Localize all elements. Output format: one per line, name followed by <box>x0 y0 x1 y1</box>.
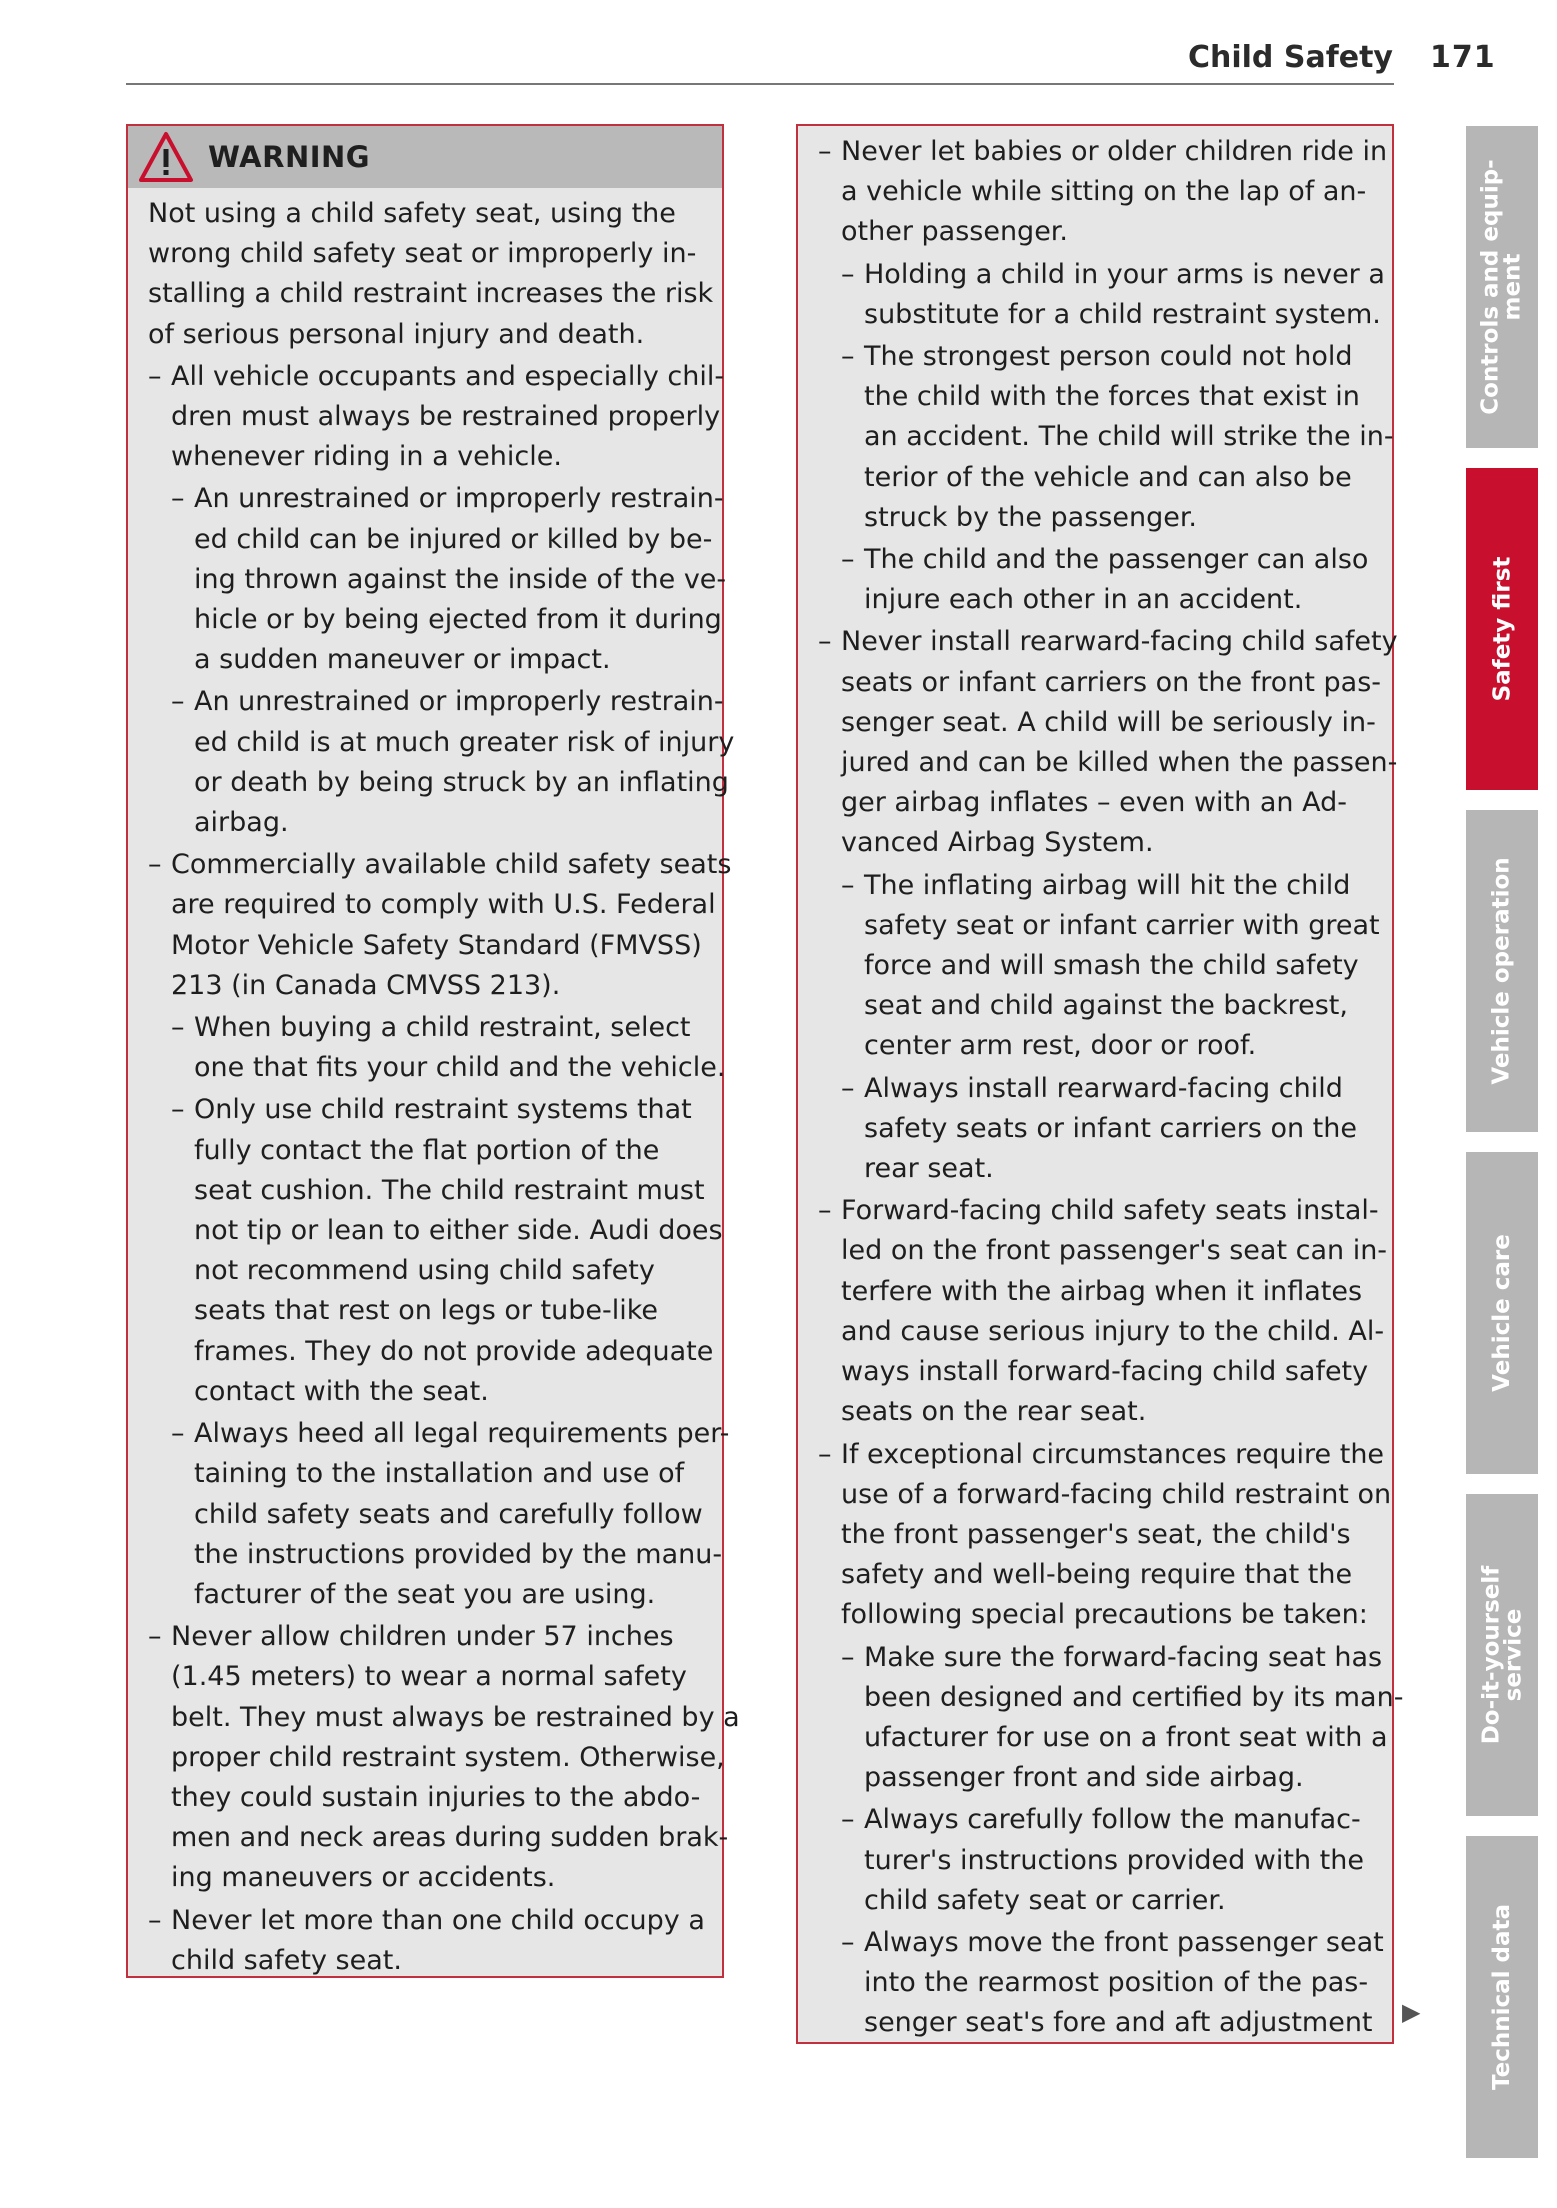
text-line: safety and well-being require that the <box>841 1559 1353 1591</box>
text-line: ing maneuvers or accidents. <box>171 1862 556 1894</box>
sub-bullet-item <box>818 1069 1380 1190</box>
warning-intro-paragraph <box>148 194 714 355</box>
text-line: Not using a child safety seat, using the <box>148 198 676 229</box>
text-line: The inflating airbag will hit the child <box>864 869 1351 901</box>
text-line: the front passenger's seat, the child's <box>841 1518 1351 1550</box>
bullet-dash: – <box>841 1641 855 1673</box>
text-line: If exceptional circumstances require the <box>841 1438 1385 1470</box>
bullet-dash: – <box>841 1072 855 1104</box>
tab-label-line: service <box>1500 1608 1526 1702</box>
text-line: seats on the rear seat. <box>841 1396 1147 1428</box>
text-line: turer's instructions provided with the <box>864 1844 1364 1876</box>
tab-label-line: Safety first <box>1489 556 1516 702</box>
text-line: hicle or by being ejected from it during <box>194 604 722 636</box>
bullet-dash: – <box>841 1804 855 1836</box>
sub-bullet-item <box>818 1800 1380 1921</box>
bullet-dash: – <box>818 1438 832 1470</box>
bullet-dash: – <box>841 1926 855 1958</box>
bullet-dash: – <box>841 341 855 373</box>
text-line: into the rearmost position of the pas- <box>864 1967 1369 1999</box>
text-line: safety seat or infant carrier with great <box>864 909 1380 941</box>
warning-header <box>128 126 722 188</box>
sub-bullet-item <box>148 1090 723 1412</box>
sub-bullet-item <box>818 337 1394 538</box>
text-line: child safety seat. <box>171 1944 402 1976</box>
text-line: seat cushion. The child restraint must <box>194 1174 705 1206</box>
warning-triangle-icon <box>138 131 194 183</box>
tab-label-line: ment <box>1500 253 1527 321</box>
bullet-dash: – <box>818 626 832 658</box>
text-line: Always install rearward-facing child <box>864 1072 1343 1104</box>
bullet-dash: – <box>841 869 855 901</box>
bullet-dash: – <box>171 1012 185 1044</box>
chapter-tab-label <box>1491 1234 1513 1392</box>
sub-bullet-item <box>818 866 1380 1067</box>
text-line: airbag. <box>194 807 289 839</box>
bullet-dash: – <box>171 686 185 718</box>
bullet-item <box>148 845 732 1006</box>
text-line: ed child can be injured or killed by be- <box>194 523 713 555</box>
warning-box-left <box>126 124 740 1978</box>
tab-label-line: Do-it-yourself <box>1478 1565 1504 1745</box>
sub-bullet-item <box>148 682 735 843</box>
text-line: a sudden maneuver or impact. <box>194 644 611 676</box>
tab-label-line: Technical data <box>1489 1903 1516 2091</box>
text-line: belt. They must always be restrained by a <box>171 1701 740 1733</box>
text-line: An unrestrained or improperly restrain- <box>194 483 724 515</box>
text-line: one that fits your child and the vehicle. <box>194 1052 726 1084</box>
page-number: 171 <box>1430 40 1496 75</box>
text-line: Never allow children under 57 inches <box>171 1621 674 1653</box>
text-line: stalling a child restraint increases the risk <box>148 278 714 310</box>
chapter-tab-do-it-yourself-service[interactable] <box>1466 1494 1538 1816</box>
bullet-item <box>818 132 1388 253</box>
text-line: center arm rest, door or roof. <box>864 1030 1257 1062</box>
bullet-dash: – <box>148 1904 162 1936</box>
sub-bullet-item <box>818 540 1380 620</box>
bullet-item <box>818 1435 1392 1636</box>
text-line: Only use child restraint systems that <box>194 1094 692 1126</box>
warning-text-right <box>798 126 1404 2044</box>
bullet-item <box>818 1191 1388 1432</box>
text-line: ing thrown against the inside of the ve- <box>194 563 727 595</box>
bullet-dash: – <box>148 1621 162 1653</box>
bullet-dash: – <box>818 1195 832 1227</box>
chapter-tab-vehicle-operation[interactable] <box>1466 810 1538 1132</box>
text-line: jured and can be killed when the passen- <box>841 747 1398 779</box>
text-line: a vehicle while sitting on the lap of an- <box>841 176 1367 208</box>
sub-bullet-item <box>148 1414 730 1615</box>
text-line: The child and the passenger can also <box>864 544 1369 576</box>
text-line: injure each other in an accident. <box>864 584 1303 616</box>
text-line: use of a forward-facing child restraint on <box>841 1478 1392 1510</box>
text-line: Always move the front passenger seat <box>864 1926 1384 1958</box>
text-line: Forward-facing child safety seats instal- <box>841 1195 1379 1227</box>
text-line: Commercially available child safety seats <box>171 849 732 881</box>
bullet-item <box>148 1901 708 1981</box>
text-line: whenever riding in a vehicle. <box>171 441 562 473</box>
text-line: not recommend using child safety <box>194 1255 655 1287</box>
text-line: vanced Airbag System. <box>841 827 1154 859</box>
bullet-item <box>148 1617 740 1898</box>
text-line: facturer of the seat you are using. <box>194 1578 656 1610</box>
text-line: Make sure the forward-facing seat has <box>864 1641 1383 1673</box>
text-line: an accident. The child will strike the in- <box>864 421 1394 453</box>
text-line: The strongest person could not hold <box>864 341 1353 373</box>
chapter-tab-vehicle-care[interactable] <box>1466 1152 1538 1474</box>
sub-bullet-item <box>148 1008 726 1088</box>
bullet-dash: – <box>171 1094 185 1126</box>
bullet-dash: – <box>818 136 832 167</box>
text-line: terior of the vehicle and can also be <box>864 461 1352 493</box>
bullet-item <box>148 357 725 478</box>
bullet-dash: – <box>171 483 185 515</box>
text-line: struck by the passenger. <box>864 501 1198 533</box>
tab-label-line: Vehicle operation <box>1489 857 1515 1085</box>
text-line: men and neck areas during sudden brak- <box>171 1822 729 1854</box>
text-line: All vehicle occupants and especially chil- <box>171 360 725 392</box>
bullet-dash: – <box>841 258 855 290</box>
sub-bullet-item <box>818 1638 1404 1799</box>
text-line: 213 (in Canada CMVSS 213). <box>171 969 561 1001</box>
text-line: terfere with the airbag when it inflates <box>841 1275 1363 1307</box>
text-line: or death by being struck by an inflating <box>194 766 729 798</box>
tab-label-line: Vehicle care <box>1489 1234 1515 1392</box>
text-line: Never install rearward-facing child safety <box>841 626 1398 658</box>
text-line: of serious personal injury and death. <box>148 318 645 350</box>
text-line: seats that rest on legs or tube-like <box>194 1295 659 1327</box>
text-line: substitute for a child restraint system. <box>864 298 1381 330</box>
bullet-dash: – <box>171 1418 185 1450</box>
text-line: ger airbag inflates – even with an Ad- <box>841 787 1347 819</box>
bullet-dash: – <box>148 849 162 881</box>
warning-title: WARNING <box>208 140 371 174</box>
text-line: passenger front and side airbag. <box>864 1762 1304 1794</box>
warning-text-left <box>128 188 740 1981</box>
text-line: rear seat. <box>864 1153 994 1185</box>
text-line: ways install forward-facing child safety <box>841 1356 1369 1388</box>
sub-bullet-item <box>148 479 727 680</box>
text-line: the instructions provided by the manu- <box>194 1538 723 1570</box>
chapter-tab-label <box>1491 857 1513 1084</box>
tab-label-line: Controls and equip- <box>1478 159 1505 415</box>
text-line: (1.45 meters) to wear a normal safety <box>171 1661 687 1693</box>
text-line: Never let babies or older children ride in <box>841 136 1388 167</box>
text-line: child safety seats and carefully follow <box>194 1498 703 1530</box>
text-line: contact with the seat. <box>194 1375 489 1407</box>
bullet-dash: – <box>148 360 162 392</box>
chapter-tab-technical-data[interactable] <box>1466 1836 1538 2158</box>
chapter-tab-controls-and-equip-ment[interactable] <box>1466 126 1538 448</box>
warning-box-right <box>796 124 1404 2044</box>
text-line: senger seat. A child will be seriously in- <box>841 706 1376 738</box>
text-line: taining to the installation and use of <box>194 1458 685 1490</box>
text-line: following special precautions be taken: <box>841 1599 1368 1631</box>
text-line: they could sustain injuries to the abdo- <box>171 1781 701 1813</box>
chapter-tab-label <box>1480 1566 1524 1745</box>
text-line: wrong child safety seat or improperly in- <box>148 238 697 270</box>
sub-bullet-item <box>818 1923 1384 2044</box>
sub-bullet-item <box>818 255 1385 335</box>
text-line: Always heed all legal requirements per- <box>194 1418 730 1450</box>
continue-arrow-icon: ▶ <box>1402 1998 1421 2026</box>
chapter-tab-label <box>1489 1903 1516 2091</box>
text-line: proper child restraint system. Otherwise, <box>171 1741 725 1773</box>
text-line: An unrestrained or improperly restrain- <box>194 686 724 718</box>
text-line: been designed and certified by its man- <box>864 1681 1404 1713</box>
text-line: child safety seat or carrier. <box>864 1884 1226 1916</box>
text-line: frames. They do not provide adequate <box>194 1335 714 1367</box>
text-line: and cause serious injury to the child. Al- <box>841 1315 1385 1347</box>
text-line: When buying a child restraint, select <box>194 1012 691 1044</box>
text-line: ed child is at much greater risk of injury <box>194 726 735 758</box>
text-line: ufacturer for use on a front seat with a <box>864 1721 1388 1753</box>
text-line: seats or infant carriers on the front pas- <box>841 666 1381 698</box>
text-line: Motor Vehicle Safety Standard (FMVSS) <box>171 929 702 961</box>
bullet-item <box>818 622 1398 863</box>
text-line: safety seats or infant carriers on the <box>864 1112 1357 1144</box>
text-line: senger seat's fore and aft adjustment <box>864 2007 1373 2039</box>
text-line: dren must always be restrained properly <box>171 401 721 433</box>
text-line: seat and child against the backrest, <box>864 990 1348 1022</box>
chapter-tab-label <box>1489 556 1516 702</box>
text-line: force and will smash the child safety <box>864 950 1359 982</box>
text-line: Never let more than one child occupy a <box>171 1904 705 1936</box>
header-rule <box>126 83 1394 85</box>
text-line: Holding a child in your arms is never a <box>864 258 1385 290</box>
text-line: Always carefully follow the manufac- <box>864 1804 1361 1836</box>
text-line: other passenger. <box>841 216 1069 248</box>
bullet-dash: – <box>841 544 855 576</box>
text-line: not tip or lean to either side. Audi does <box>194 1215 723 1247</box>
text-line: are required to comply with U.S. Federal <box>171 889 716 921</box>
text-line: the child with the forces that exist in <box>864 381 1360 413</box>
section-title: Child Safety <box>1187 40 1393 75</box>
chapter-tab-safety-first[interactable] <box>1466 468 1538 790</box>
chapter-tab-label <box>1478 159 1527 415</box>
text-line: led on the front passenger's seat can in- <box>841 1235 1388 1267</box>
text-line: fully contact the flat portion of the <box>194 1134 660 1166</box>
